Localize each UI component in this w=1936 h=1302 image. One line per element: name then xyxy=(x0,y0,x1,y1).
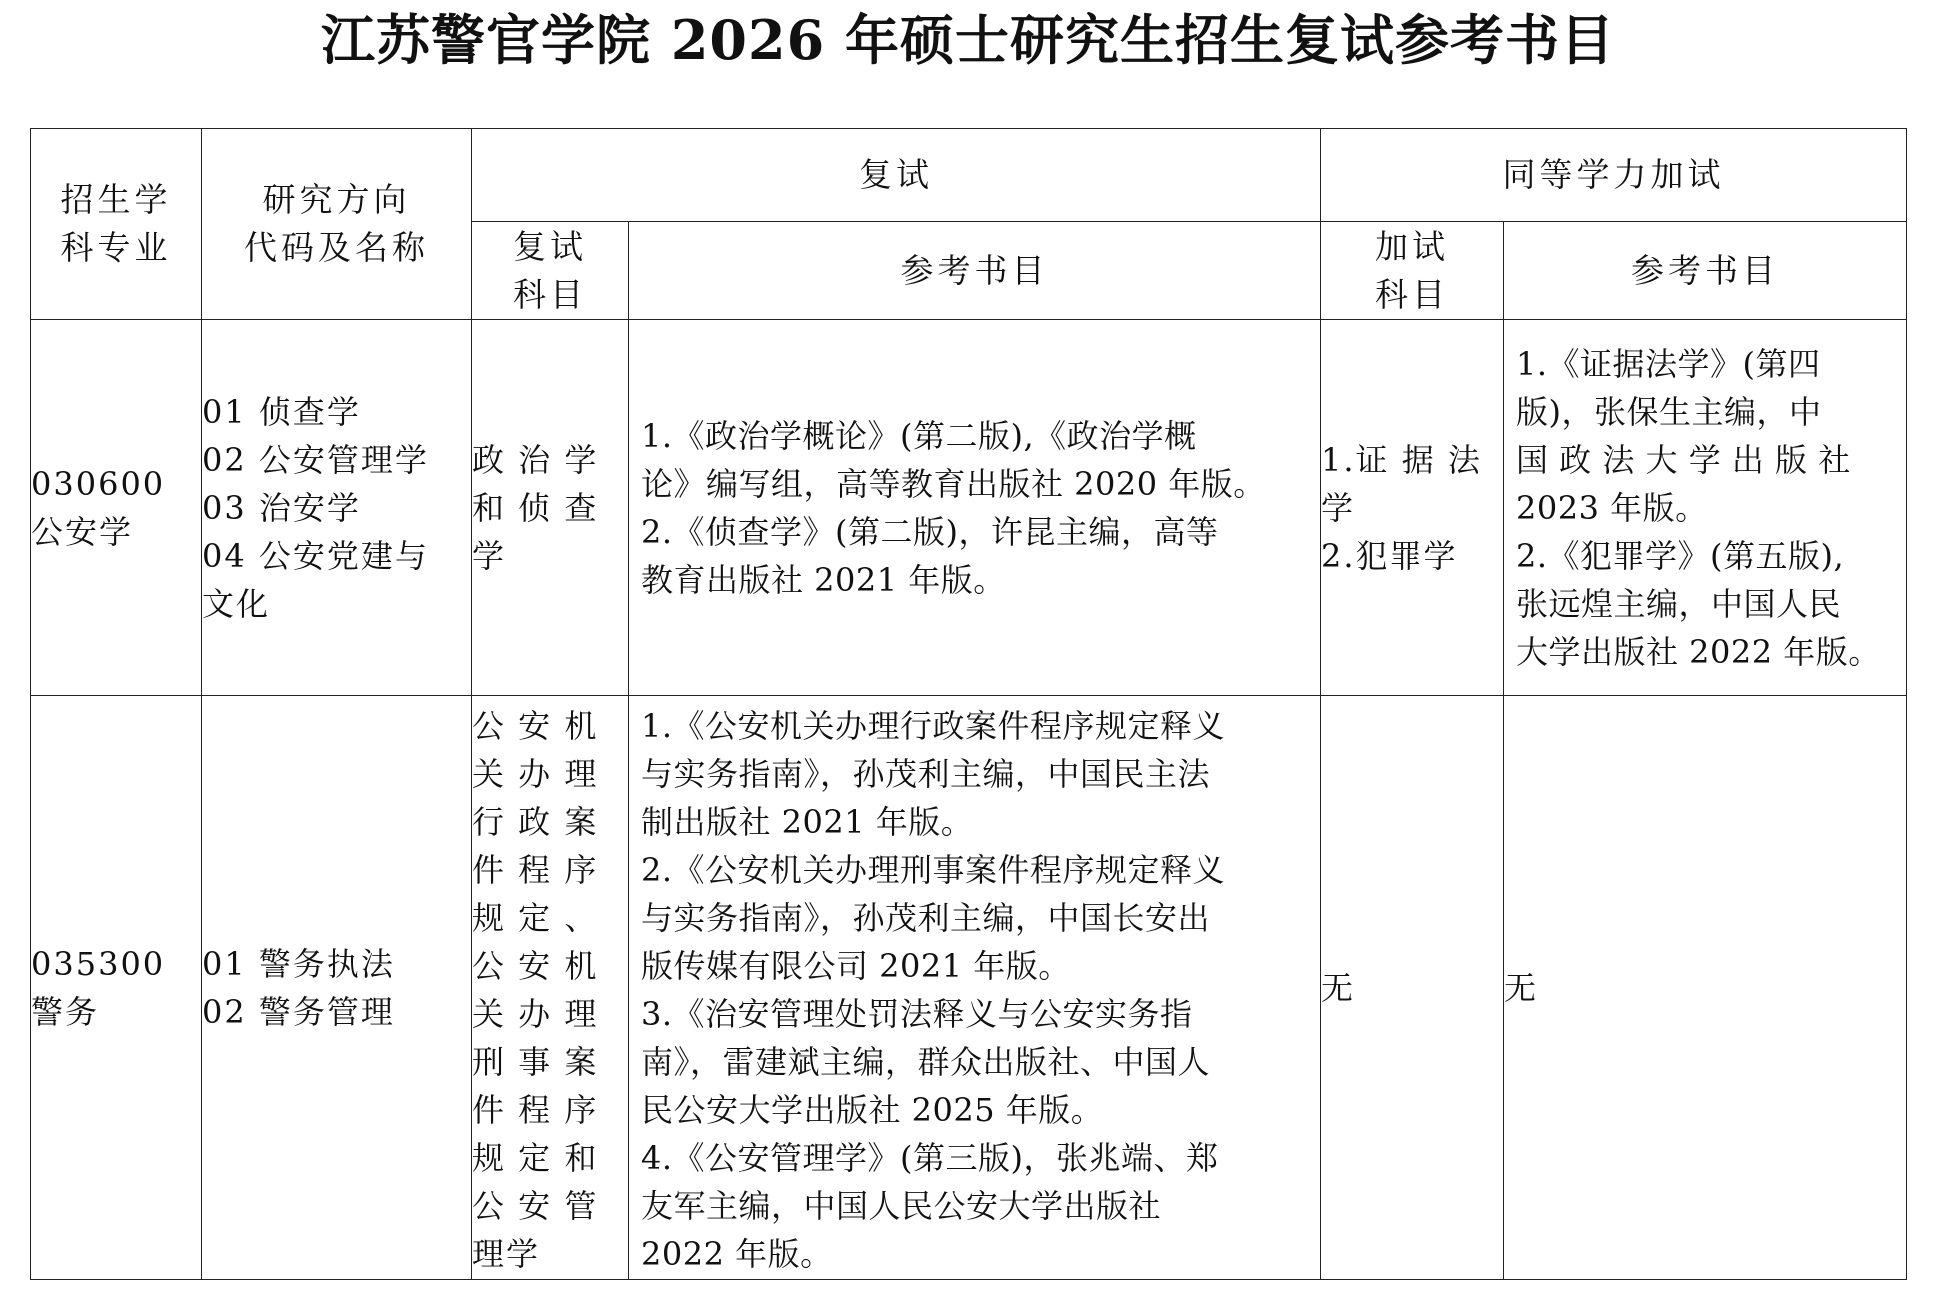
header-extra-group: 同等学力加试 xyxy=(1321,129,1907,222)
retest-books-cell: 1.《政治学概论》(第二版),《政治学概 论》编写组，高等教育出版社 2020 年版。 2.《侦查学》(第二版)，许昆主编，高等 教育出版社 2021 年版。 xyxy=(629,320,1321,696)
major-cell: 035300 警务 xyxy=(31,696,202,1280)
extra-subject-cell: 1.证 据 法 学 2.犯罪学 xyxy=(1321,320,1504,696)
reference-table xyxy=(30,128,1907,1280)
extra-books-cell: 1.《证据法学》(第四 版)，张保生主编，中 国 政 法 大 学 出 版 社 2023 年版。 2.《犯罪学》(第五版), 张远煌主编，中国人民 大学出版社 2022 年版。 xyxy=(1504,320,1907,696)
header-major: 招生学 科专业 xyxy=(31,129,202,320)
retest-subject-cell: 公 安 机 关 办 理 行 政 案 件 程 序 规 定 、 公 安 机 关 办 理 刑 事 案 件 程 序 规 定 和 公 安 管 理学 xyxy=(472,696,629,1280)
direction-cell: 01 侦查学 02 公安管理学 03 治安学 04 公安党建与 文化 xyxy=(202,320,472,696)
table-row xyxy=(31,320,1907,696)
page-title: 江苏警官学院 2026 年硕士研究生招生复试参考书目 xyxy=(321,8,1615,72)
major-cell: 030600 公安学 xyxy=(31,320,202,696)
header-retest-subject: 复试 科目 xyxy=(472,222,629,320)
direction-cell: 01 警务执法 02 警务管理 xyxy=(202,696,472,1280)
header-extra-subject: 加试 科目 xyxy=(1321,222,1504,320)
extra-subject-cell: 无 xyxy=(1321,696,1504,1280)
header-row-1 xyxy=(31,129,1907,222)
header-retest-books: 参考书目 xyxy=(629,222,1321,320)
retest-books-cell: 1.《公安机关办理行政案件程序规定释义 与实务指南》，孙茂利主编，中国民主法 制出版社 2021 年版。 2.《公安机关办理刑事案件程序规定释义 与实务指南》，孙茂利主编，中国长安出 版传媒有限公司 2021 年版。 3.《治安管理处罚法释义与公安实务指 南》，雷建斌主编，群众出版社、中国人 民公安大学出版社 2025 年版。 4.《公安管理学》(第三版)，张兆端、郑 友军主编，中国人民公安大学出版社 2022 年版。 xyxy=(629,696,1321,1280)
header-direction: 研究方向 代码及名称 xyxy=(202,129,472,320)
extra-books-cell: 无 xyxy=(1504,696,1907,1280)
header-retest-group: 复试 xyxy=(472,129,1321,222)
table-row xyxy=(31,696,1907,1280)
retest-subject-cell: 政 治 学 和 侦 查 学 xyxy=(472,320,629,696)
header-extra-books: 参考书目 xyxy=(1504,222,1907,320)
